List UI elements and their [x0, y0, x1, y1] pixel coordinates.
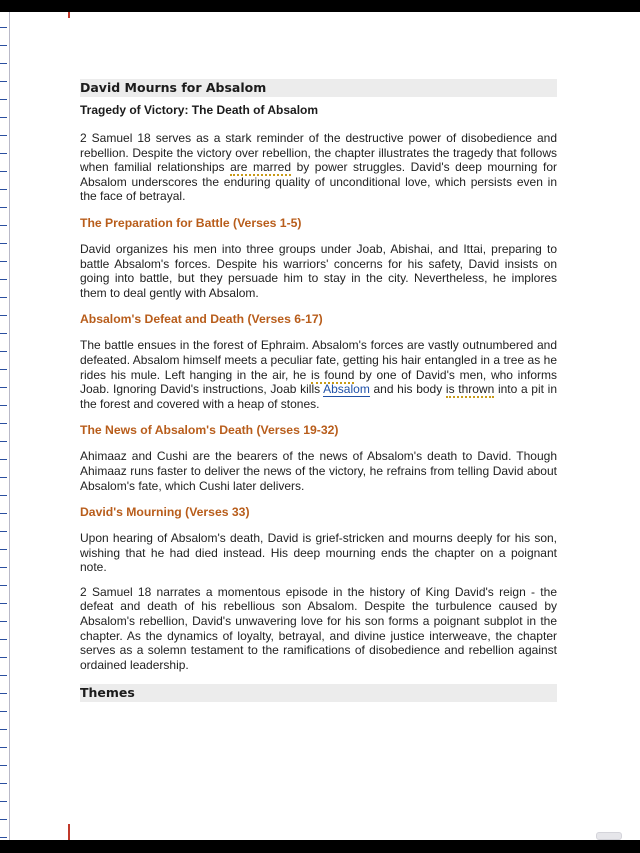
- spell-flag-absalom[interactable]: Absalom: [323, 382, 370, 397]
- subtitle: Tragedy of Victory: The Death of Absalom: [80, 103, 319, 117]
- section-text-news: Ahimaaz and Cushi are the bearers of the news of Absalom's death to David. Though Ahimaaz runs faster to deliver the news of the victory, he refrains from telling David about Absalom's fate, which Cushi later delivers.: [80, 449, 557, 493]
- section-title-defeat: Absalom's Defeat and Death (Verses 6-17): [80, 312, 323, 327]
- defeat-text-a: The battle ensues in the forest of Ephraim. Absalom's forces are vastly outnumbered and defeated. Absalom himself meets a peculiar fate, getting his hair entangled in a tree as he rides his mule. Left hanging in the air, he: [80, 338, 557, 382]
- section-title-preparation: The Preparation for Battle (Verses 1-5): [80, 215, 302, 230]
- defeat-text-g: into a pit in the forest and covered with a heap of stones.: [80, 382, 557, 411]
- grammar-flag-are-marred[interactable]: are marred: [230, 160, 292, 175]
- vertical-ruler: [0, 12, 10, 840]
- conclusion-paragraph: 2 Samuel 18 narrates a momentous episode in the history of King David's reign - the defeat and death of his rebellious son Absalom. Despite the turbulence caused by Absalom's rebellion, David's unwavering love for his son forms a poignant subplot in the chapter. As the dynamics of loyalty, betrayal, and divine justice interweave, the chapter serves as a solemn testament to the ramifications of disobedience and rebellion against ordained leadership.: [80, 584, 557, 672]
- heading-themes: Themes: [80, 684, 557, 702]
- defeat-text-e: and his body: [369, 382, 446, 397]
- section-title-news: The News of Absalom's Death (Verses 19-32): [80, 423, 339, 438]
- heading-david-mourns: David Mourns for Absalom: [80, 79, 557, 97]
- bottom-bar: [0, 840, 640, 853]
- section-title-mourning: David's Mourning (Verses 33): [80, 505, 250, 520]
- intro-paragraph: [80, 131, 557, 204]
- margin-marker-top: [68, 12, 70, 18]
- section-text-preparation: David organizes his men into three groups under Joab, Abishai, and Ittai, preparing to battle Absalom's forces. Despite his warriors' concerns for his safety, David insists on going into battle, but they persuade him to stay in the city. Nevertheless, he implores them to deal gently with Absalom.: [80, 241, 557, 300]
- document-content[interactable]: [80, 79, 557, 708]
- grammar-flag-is-thrown[interactable]: is thrown: [445, 382, 495, 397]
- intro-text-a: 2 Samuel 18 serves as a stark reminder of the destructive power of disobedience and rebellion. Despite the victory over rebellion, the chapter illustrates the tragedy that follows when familial relationships: [80, 131, 557, 175]
- margin-marker-bottom: [68, 824, 70, 840]
- scroll-thumb[interactable]: [596, 832, 622, 840]
- section-text-mourning: Upon hearing of Absalom's death, David is grief-stricken and mourns deeply for his son, wishing that he had died instead. His deep mourning ends the chapter on a poignant note.: [80, 531, 557, 575]
- grammar-flag-is-found[interactable]: is found: [311, 367, 355, 382]
- intro-text-c: by power struggles. David's deep mourning for Absalom underscores the enduring quality of unconditional love, which persists even in the face of betrayal.: [80, 160, 558, 204]
- defeat-text-c: by one of David's men, who informs Joab. Ignoring David's instructions, Joab kills: [80, 367, 557, 397]
- section-text-defeat: [80, 338, 557, 411]
- top-bar: [0, 0, 640, 12]
